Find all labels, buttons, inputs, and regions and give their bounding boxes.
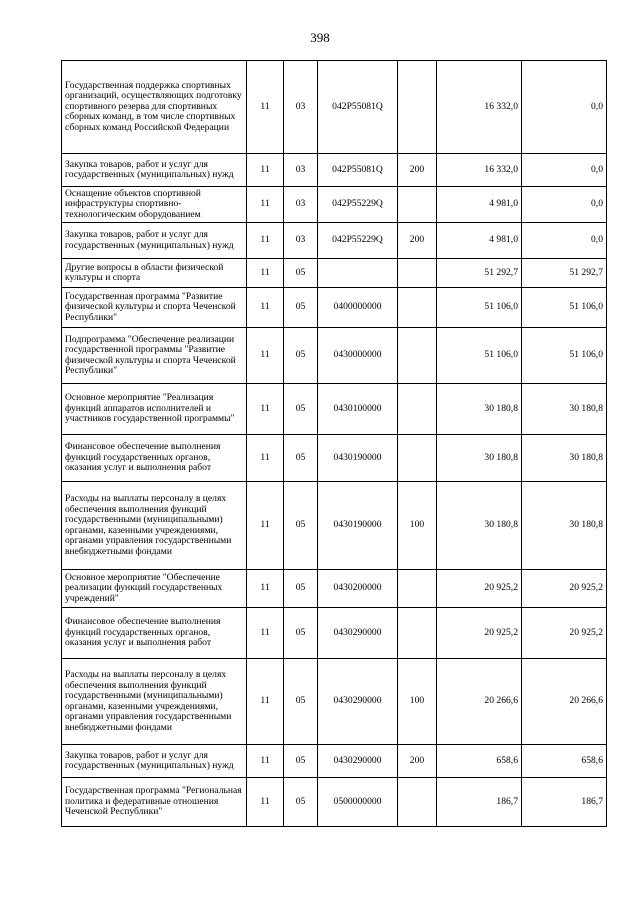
row-name: Другие вопросы в области физической культуры и спорта	[62, 259, 247, 288]
row-amount-1: 16 332,0	[437, 154, 522, 187]
row-expense-type	[398, 778, 437, 827]
row-expense-type	[398, 259, 437, 288]
row-name: Государственная программа "Развитие физической культуры и спорта Чеченской Республики"	[62, 288, 247, 328]
row-name: Расходы на выплаты персоналу в целях обеспечения выполнения функций государственными (муниципальными) органами, казенными учреждениями, органами управления государственными внебюджетными фондами	[62, 482, 247, 570]
row-section: 11	[247, 435, 284, 482]
row-subsection: 03	[284, 187, 318, 223]
row-subsection: 05	[284, 288, 318, 328]
table-row	[62, 659, 607, 745]
row-target-article: 042P55081Q	[318, 61, 398, 154]
row-subsection: 05	[284, 570, 318, 608]
row-name: Закупка товаров, работ и услуг для государственных (муниципальных) нужд	[62, 745, 247, 778]
budget-table-body	[62, 61, 607, 827]
row-subsection: 03	[284, 223, 318, 259]
table-row	[62, 154, 607, 187]
row-amount-1: 186,7	[437, 778, 522, 827]
row-name: Государственная поддержка спортивных организаций, осуществляющих подготовку спортивного резерва для спортивных сборных команд, в том числе спортивных сборных команд Российской Федерации	[62, 61, 247, 154]
table-row	[62, 745, 607, 778]
row-expense-type	[398, 384, 437, 435]
row-expense-type: 200	[398, 745, 437, 778]
row-subsection: 05	[284, 482, 318, 570]
row-target-article: 042P55229Q	[318, 223, 398, 259]
table-row	[62, 288, 607, 328]
row-subsection: 03	[284, 154, 318, 187]
row-amount-1: 4 981,0	[437, 187, 522, 223]
row-section: 11	[247, 778, 284, 827]
row-subsection: 05	[284, 384, 318, 435]
row-name: Финансовое обеспечение выполнения функций государственных органов, оказания услуг и выполнения работ	[62, 435, 247, 482]
row-target-article: 0430000000	[318, 328, 398, 384]
row-expense-type: 200	[398, 223, 437, 259]
row-subsection: 05	[284, 745, 318, 778]
row-section: 11	[247, 384, 284, 435]
row-target-article: 0430290000	[318, 659, 398, 745]
row-amount-1: 51 106,0	[437, 328, 522, 384]
row-target-article: 0430190000	[318, 435, 398, 482]
table-row	[62, 778, 607, 827]
row-section: 11	[247, 482, 284, 570]
row-target-article: 0430200000	[318, 570, 398, 608]
row-amount-1: 4 981,0	[437, 223, 522, 259]
row-target-article: 0400000000	[318, 288, 398, 328]
row-amount-1: 20 925,2	[437, 570, 522, 608]
table-row	[62, 608, 607, 659]
row-name: Закупка товаров, работ и услуг для государственных (муниципальных) нужд	[62, 223, 247, 259]
row-section: 11	[247, 223, 284, 259]
row-subsection: 05	[284, 659, 318, 745]
row-expense-type	[398, 608, 437, 659]
table-row	[62, 435, 607, 482]
row-amount-2: 51 292,7	[522, 259, 607, 288]
row-section: 11	[247, 328, 284, 384]
row-section: 11	[247, 608, 284, 659]
row-section: 11	[247, 745, 284, 778]
row-subsection: 05	[284, 328, 318, 384]
row-expense-type	[398, 187, 437, 223]
table-row	[62, 328, 607, 384]
row-amount-2: 30 180,8	[522, 384, 607, 435]
row-target-article: 0430100000	[318, 384, 398, 435]
table-row	[62, 223, 607, 259]
row-expense-type	[398, 570, 437, 608]
row-section: 11	[247, 570, 284, 608]
row-amount-1: 30 180,8	[437, 384, 522, 435]
row-amount-2: 20 925,2	[522, 608, 607, 659]
budget-table	[61, 60, 607, 827]
row-amount-2: 186,7	[522, 778, 607, 827]
row-section: 11	[247, 259, 284, 288]
row-amount-2: 0,0	[522, 223, 607, 259]
row-amount-2: 658,6	[522, 745, 607, 778]
row-name: Финансовое обеспечение выполнения функций государственных органов, оказания услуг и выполнения работ	[62, 608, 247, 659]
row-expense-type	[398, 288, 437, 328]
row-amount-1: 30 180,8	[437, 435, 522, 482]
row-amount-1: 20 266,6	[437, 659, 522, 745]
row-amount-1: 658,6	[437, 745, 522, 778]
row-section: 11	[247, 288, 284, 328]
row-expense-type	[398, 328, 437, 384]
row-amount-2: 30 180,8	[522, 482, 607, 570]
row-subsection: 05	[284, 259, 318, 288]
row-name: Закупка товаров, работ и услуг для государственных (муниципальных) нужд	[62, 154, 247, 187]
row-amount-2: 20 266,6	[522, 659, 607, 745]
row-amount-1: 16 332,0	[437, 61, 522, 154]
row-subsection: 05	[284, 608, 318, 659]
table-row	[62, 187, 607, 223]
row-target-article	[318, 259, 398, 288]
row-name: Расходы на выплаты персоналу в целях обеспечения выполнения функций государственными (муниципальными) органами, казенными учреждениями, органами управления государственными внебюджетными фондами	[62, 659, 247, 745]
row-expense-type	[398, 61, 437, 154]
row-name: Основное мероприятие "Обеспечение реализации функций государственных учреждений"	[62, 570, 247, 608]
table-row	[62, 61, 607, 154]
row-section: 11	[247, 659, 284, 745]
row-expense-type: 100	[398, 482, 437, 570]
row-amount-2: 0,0	[522, 154, 607, 187]
row-target-article: 042P55229Q	[318, 187, 398, 223]
row-expense-type: 200	[398, 154, 437, 187]
row-target-article: 0500000000	[318, 778, 398, 827]
row-section: 11	[247, 154, 284, 187]
row-target-article: 0430190000	[318, 482, 398, 570]
row-amount-1: 51 292,7	[437, 259, 522, 288]
row-amount-1: 51 106,0	[437, 288, 522, 328]
row-section: 11	[247, 187, 284, 223]
row-section: 11	[247, 61, 284, 154]
row-subsection: 05	[284, 778, 318, 827]
row-amount-2: 51 106,0	[522, 288, 607, 328]
row-expense-type: 100	[398, 659, 437, 745]
page-number: 398	[310, 30, 330, 45]
row-amount-2: 20 925,2	[522, 570, 607, 608]
row-name: Основное мероприятие "Реализация функций аппаратов исполнителей и участников государственной программы"	[62, 384, 247, 435]
row-subsection: 03	[284, 61, 318, 154]
row-amount-1: 30 180,8	[437, 482, 522, 570]
table-row	[62, 482, 607, 570]
row-name: Подпрограмма "Обеспечение реализации государственной программы "Развитие физической культуры и спорта Чеченской Республики"	[62, 328, 247, 384]
table-row	[62, 570, 607, 608]
row-amount-2: 30 180,8	[522, 435, 607, 482]
row-name: Государственная программа "Региональная политика и федеративные отношения Чеченской Республики"	[62, 778, 247, 827]
row-name: Оснащение объектов спортивной инфраструктуры спортивно-технологическим оборудованием	[62, 187, 247, 223]
table-row	[62, 259, 607, 288]
row-amount-2: 0,0	[522, 187, 607, 223]
row-subsection: 05	[284, 435, 318, 482]
row-amount-1: 20 925,2	[437, 608, 522, 659]
row-amount-2: 0,0	[522, 61, 607, 154]
row-expense-type	[398, 435, 437, 482]
row-amount-2: 51 106,0	[522, 328, 607, 384]
row-target-article: 0430290000	[318, 745, 398, 778]
row-target-article: 042P55081Q	[318, 154, 398, 187]
row-target-article: 0430290000	[318, 608, 398, 659]
table-row	[62, 384, 607, 435]
